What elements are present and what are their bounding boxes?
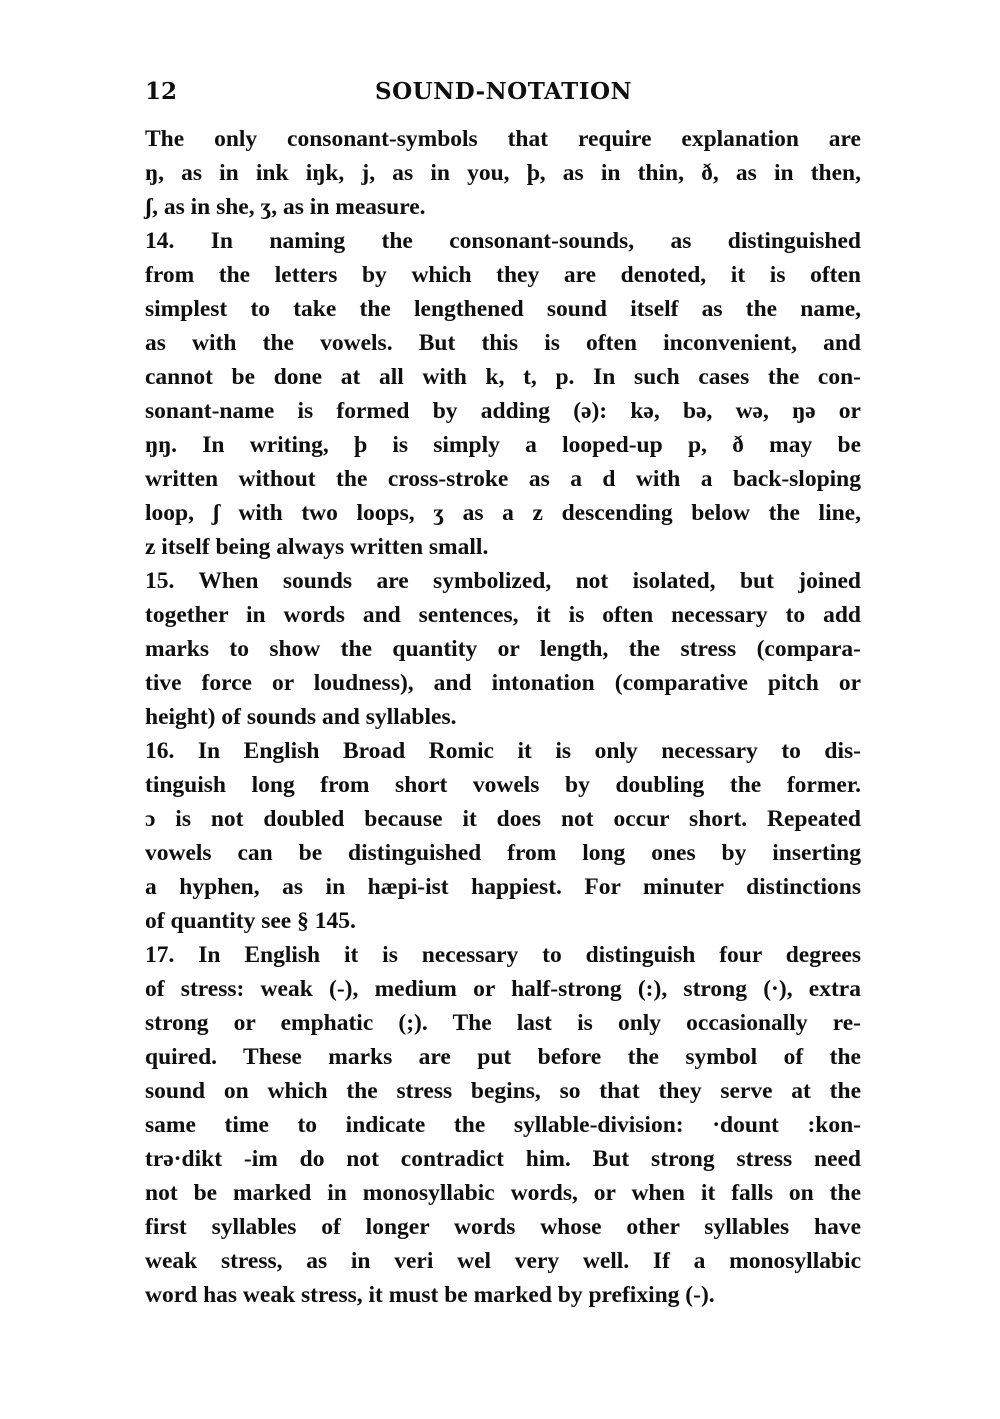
text-line: 16. In English Broad Romic it is only necessary to dis- <box>145 738 861 764</box>
text-line: quired. These marks are put before the symbol of the <box>145 1044 861 1070</box>
text-line: a hyphen, as in hæpi-ist happiest. For minuter distinctions <box>145 874 861 900</box>
text-line: word has weak stress, it must be marked by prefixing (-). <box>145 1282 715 1308</box>
text-line: same time to indicate the syllable-division: ·dount :kon- <box>145 1112 861 1138</box>
text-line: vowels can be distinguished from long ones by inserting <box>145 840 861 866</box>
text-line: ʃ, as in she, ʒ, as in measure. <box>145 194 426 220</box>
text-line: tive force or loudness), and intonation (comparative pitch or <box>145 670 861 696</box>
text-line: ŋŋ. In writing, þ is simply a looped-up p, ð may be <box>145 432 861 458</box>
text-line: as with the vowels. But this is often inconvenient, and <box>145 330 861 356</box>
text-line: from the letters by which they are denoted, it is often <box>145 262 861 288</box>
text-line: z itself being always written small. <box>145 534 489 560</box>
text-line: The only consonant-symbols that require explanation are <box>145 126 861 152</box>
text-line: of stress: weak (-), medium or half-strong (:), strong (·), extra <box>145 976 861 1002</box>
text-line: together in words and sentences, it is often necessary to add <box>145 602 861 628</box>
page-header <box>145 78 861 122</box>
text-line: weak stress, as in veri wel very well. If a monosyllabic <box>145 1248 861 1274</box>
text-line: tinguish long from short vowels by doubling the former. <box>145 772 861 798</box>
text-line: trə·dikt -im do not contradict him. But strong stress need <box>145 1146 861 1172</box>
text-line: first syllables of longer words whose other syllables have <box>145 1214 861 1240</box>
text-line: ɔ is not doubled because it does not occur short. Repeated <box>145 806 861 832</box>
text-line: not be marked in monosyllabic words, or when it falls on the <box>145 1180 861 1206</box>
text-line: loop, ʃ with two loops, ʒ as a z descending below the line, <box>145 500 861 526</box>
text-line: written without the cross-stroke as a d with a back-sloping <box>145 466 861 492</box>
text-line: cannot be done at all with k, t, p. In such cases the con- <box>145 364 861 390</box>
text-line: sonant-name is formed by adding (ə): kə, bə, wə, ŋə or <box>145 398 861 424</box>
text-line: 17. In English it is necessary to distinguish four degrees <box>145 942 861 968</box>
text-line: 14. In naming the consonant-sounds, as distinguished <box>145 228 861 254</box>
text-line: marks to show the quantity or length, the stress (compara- <box>145 636 861 662</box>
book-page <box>145 78 861 1312</box>
page-number: 12 <box>145 78 178 105</box>
text-line: ŋ, as in ink iŋk, j, as in you, þ, as in thin, ð, as in then, <box>145 160 861 186</box>
text-line: of quantity see § 145. <box>145 908 356 934</box>
running-title: SOUND-NOTATION <box>375 78 633 105</box>
text-line: simplest to take the lengthened sound itself as the name, <box>145 296 861 322</box>
text-line: strong or emphatic (;). The last is only occasionally re- <box>145 1010 861 1036</box>
text-line: sound on which the stress begins, so that they serve at the <box>145 1078 861 1104</box>
body-text <box>145 122 861 1312</box>
text-line: 15. When sounds are symbolized, not isolated, but joined <box>145 568 861 594</box>
text-line: height) of sounds and syllables. <box>145 704 457 730</box>
